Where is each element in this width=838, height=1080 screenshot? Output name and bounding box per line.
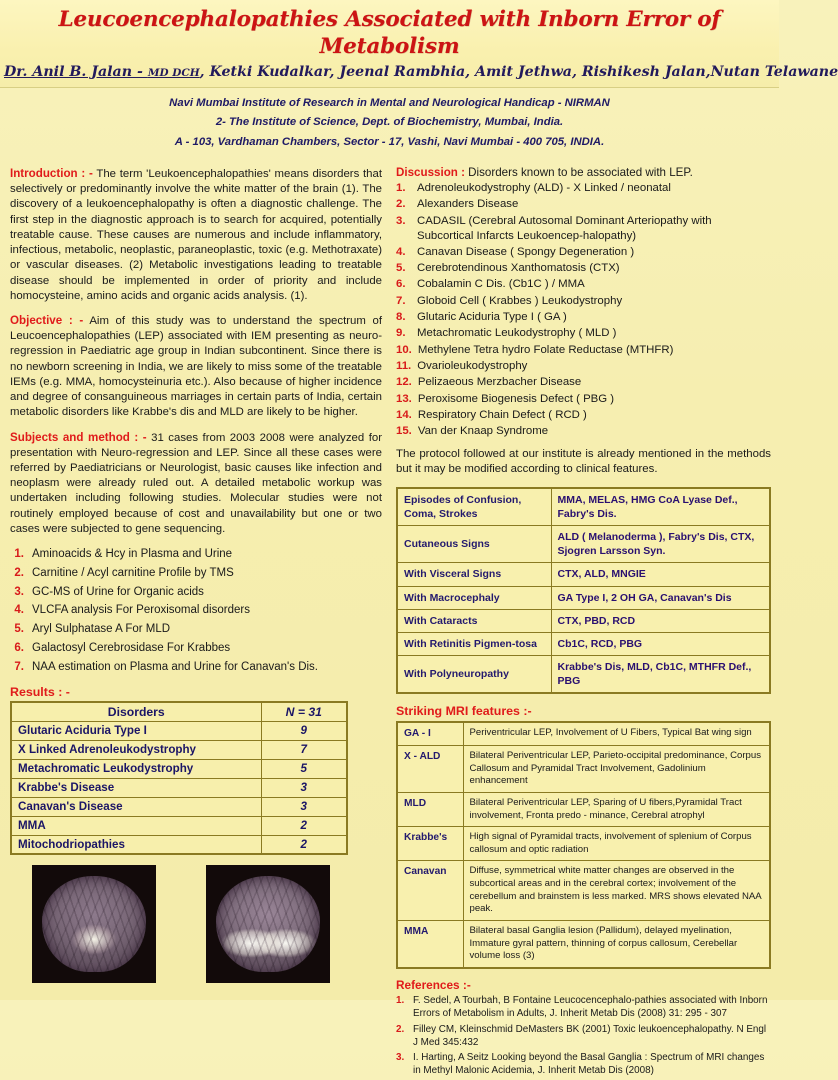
disorder-count-cell: 9	[261, 721, 347, 740]
clinical-disorders-cell: CTX, PBD, RCD	[551, 609, 770, 632]
list-item-label: Metachromatic Leukodystrophy ( MLD )	[417, 327, 617, 340]
disorder-count-cell: 2	[261, 835, 347, 854]
mri-findings-cell: Bilateral Periventricular LEP, Parieto-occipital predominance, Corpus Callosum and Pyramidal Tract Involvement, Gadolinium enhancement	[463, 745, 770, 792]
table-row	[397, 792, 770, 826]
disorder-name-cell: Mitochodriopathies	[11, 835, 261, 854]
affiliation-line-3: A - 103, Vardhaman Chambers, Sector - 17, Vashi, Navi Mumbai - 400 705, INDIA.	[174, 135, 605, 148]
mri-features-label: Striking MRI features :-	[396, 704, 532, 719]
subjects-method-label: Subjects and method : -	[10, 430, 147, 444]
list-item-number: 12.	[396, 376, 412, 389]
list-item	[396, 375, 771, 390]
disorder-count-cell: 2	[261, 816, 347, 835]
introduction-section	[10, 166, 382, 304]
right-column	[390, 166, 779, 1080]
clinical-sign-cell: With Visceral Signs	[397, 563, 551, 586]
list-item-number: 3.	[14, 585, 24, 598]
list-item-label: Canavan Disease ( Spongy Degeneration )	[417, 245, 635, 258]
list-item-number: 9.	[396, 327, 406, 340]
discussion-intro: Disorders known to be associated with LEP.	[468, 166, 693, 180]
objective-text: Aim of this study was to understand the spectrum of Leucoencephalopathies (LEP) associated with IEM presenting as neuro-regression in Paediatric age group in Indian subcontinent. Since there is no newborn screening in India, we are likely to miss some of the treatable IEMs (e.g. MMA, homocysteinuria etc.). Also because of higher incidence and degree of consanguineous marriages in certain parts of India, certain metabolic disorders like Krabbe's dis and MLD are likely to be higher.	[10, 314, 382, 419]
reference-text: F. Sedel, A Tourbah, B Fontaine Leucocencephalo-pathies associated with Inborn Errors of Metabolism in Adults, J. Inherit Metab Dis (2008) 31: 295 - 307	[413, 995, 768, 1020]
table-row	[397, 861, 770, 921]
list-item	[396, 214, 771, 244]
list-item	[10, 621, 382, 639]
list-item	[10, 565, 382, 583]
list-item	[396, 1023, 771, 1050]
mri-scan-image-1	[32, 865, 156, 983]
mri-findings-cell: Diffuse, symmetrical white matter changes are observed in the subcortical areas and in the cerebral cortex; involvement of the cerebellum and brainstem is less marked. MRS shows elevated NAA peak.	[463, 861, 770, 921]
table-row	[397, 526, 770, 563]
subjects-method-text: 31 cases from 2003 2008 were analyzed for presentation with Neuro-regression and LEP. Since all these cases were referred by Paediatricians or Neurologist, basic causes like infection and neoplasm were already ruled out. A detailed metabolic workup was undertaken including following studies. Molecular studies were not routinely employed because of cost and unavailability but one or two cases were subjected to gene sequencing.	[10, 431, 382, 535]
list-item-number: 4.	[14, 604, 24, 617]
list-item-label: CADASIL (Cerebral Autosomal Dominant Arteriopathy with Subcortical Infarcts Leukoencep-halopathy)	[417, 214, 712, 242]
clinical-disorders-cell: CTX, ALD, MNGIE	[551, 563, 770, 586]
list-item-label: Peroxisome Biogenesis Defect ( PBG )	[417, 392, 615, 405]
mri-disorder-cell: GA - I	[397, 722, 463, 745]
list-item-label: Van der Knaap Syndrome	[417, 425, 549, 438]
clinical-disorders-cell: GA Type I, 2 OH GA, Canavan's Dis	[551, 586, 770, 609]
table-row	[397, 586, 770, 609]
list-item	[396, 261, 771, 276]
list-item-number: 6.	[396, 278, 406, 291]
table-row	[11, 778, 347, 797]
page-title: Leucoencephalopathies Associated with Inborn Error of Metabolism	[58, 7, 721, 59]
mri-figure-2	[206, 865, 330, 987]
list-item	[396, 994, 771, 1021]
mri-findings-cell: Bilateral basal Ganglia lesion (Pallidum), delayed myelination, Immature gyral pattern, thinning of corpus callosum, Cerebellar volume loss (3)	[463, 921, 770, 968]
subjects-method-section	[10, 430, 382, 538]
mri-image-row	[10, 855, 382, 987]
list-item-label: Carnitine / Acyl carnitine Profile by TMS	[32, 566, 234, 579]
list-item-label: Cerebrotendinous Xanthomatosis (CTX)	[417, 262, 620, 275]
clinical-sign-cell: With Retinitis Pigmen-tosa	[397, 632, 551, 655]
introduction-label: Introduction : -	[10, 167, 93, 181]
table-row	[11, 816, 347, 835]
references-list	[396, 994, 771, 1078]
mri-features-table-body	[397, 722, 770, 968]
table-row	[11, 721, 347, 740]
mri-disorder-cell: MLD	[397, 792, 463, 826]
mri-disorder-cell: X - ALD	[397, 745, 463, 792]
list-item	[396, 392, 771, 407]
disorder-name-cell: Glutaric Aciduria Type I	[11, 721, 261, 740]
table-row	[397, 921, 770, 968]
mri-scan-image-2	[206, 865, 330, 983]
clinical-sign-cell: With Macrocephaly	[397, 586, 551, 609]
discussion-heading	[396, 166, 771, 179]
reference-text: I. Harting, A Seitz Looking beyond the Basal Ganglia : Spectrum of MRI changes in Methyl Malonic Acidemia, J. Inherit Metab Dis (2008)	[413, 1052, 765, 1077]
brain-scan-icon	[42, 876, 146, 972]
list-item-number: 6.	[14, 642, 24, 655]
list-item-number: 2.	[396, 1023, 405, 1035]
mri-disorder-cell: Krabbe's	[397, 827, 463, 861]
list-item-number: 13.	[396, 392, 412, 405]
table-row	[397, 745, 770, 792]
protocol-note: The protocol followed at our institute is already mentioned in the methods but it may be modified according to clinical features.	[396, 448, 771, 476]
clinical-sign-cell: Episodes of Confusion, Coma, Strokes	[397, 488, 551, 526]
list-item-label: Aminoacids & Hcy in Plasma and Urine	[32, 548, 233, 561]
disorder-name-cell: X Linked Adrenoleukodystrophy	[11, 740, 261, 759]
list-item-label: Alexanders Disease	[417, 198, 519, 211]
list-item	[396, 359, 771, 374]
left-column	[0, 166, 390, 1080]
clinical-disorders-cell: Krabbe's Dis, MLD, Cb1C, MTHFR Def., PBG	[551, 656, 770, 694]
list-item-label: Galactosyl Cerebrosidase For Krabbes	[32, 642, 231, 655]
disorder-count-cell: 3	[261, 778, 347, 797]
table-row	[11, 835, 347, 854]
list-item-label: NAA estimation on Plasma and Urine for Canavan's Dis.	[32, 660, 318, 673]
list-item-number: 5.	[14, 623, 24, 636]
poster-columns	[0, 160, 779, 1080]
list-item	[396, 408, 771, 423]
coauthors: , Ketki Kudalkar, Jeenal Rambhia, Amit Jethwa, Rishikesh Jalan,Nutan Telawane	[199, 63, 838, 80]
list-item	[396, 326, 771, 341]
list-item-label: Adrenoleukodystrophy (ALD) - X Linked / neonatal	[417, 182, 671, 195]
table-row	[397, 632, 770, 655]
list-item-label: GC-MS of Urine for Organic acids	[32, 585, 204, 598]
clinical-features-table	[396, 487, 771, 695]
mri-findings-cell: High signal of Pyramidal tracts, involvement of splenium of Corpus callosum and optic radiation	[463, 827, 770, 861]
references-section	[396, 969, 771, 1078]
results-table	[10, 701, 348, 856]
list-item-label: Globoid Cell ( Krabbes ) Leukodystrophy	[417, 294, 623, 307]
mri-findings-cell: Periventricular LEP, Involvement of U Fibers, Typical Bat wing sign	[463, 722, 770, 745]
results-col-count: N = 31	[261, 702, 347, 722]
mri-features-table	[396, 721, 771, 969]
objective-label: Objective : -	[10, 313, 84, 327]
list-item-number: 1.	[396, 182, 406, 195]
clinical-disorders-cell: Cb1C, RCD, PBG	[551, 632, 770, 655]
clinical-sign-cell: With Cataracts	[397, 609, 551, 632]
list-item-label: Pelizaeous Merzbacher Disease	[417, 376, 582, 389]
list-item	[10, 602, 382, 620]
list-item-number: 7.	[14, 660, 24, 673]
references-label: References :-	[396, 978, 471, 993]
results-col-disorders: Disorders	[11, 702, 261, 722]
list-item	[396, 181, 771, 196]
affiliation-block	[0, 88, 779, 160]
mri-disorder-cell: MMA	[397, 921, 463, 968]
list-item-label: VLCFA analysis For Peroxisomal disorders	[32, 604, 250, 617]
disorder-name-cell: MMA	[11, 816, 261, 835]
mri-caption-2	[206, 983, 330, 987]
affiliation-line-1: Navi Mumbai Institute of Research in Mental and Neurological Handicap - NIRMAN	[169, 96, 610, 109]
list-item	[396, 277, 771, 292]
author-line	[0, 63, 838, 83]
list-item-number: 14.	[396, 409, 412, 422]
list-item-number: 3.	[396, 214, 406, 227]
methods-list	[10, 546, 382, 677]
list-item	[10, 546, 382, 564]
poster-header	[0, 0, 838, 87]
list-item-label: Aryl Sulphatase A For MLD	[32, 623, 171, 636]
reference-text: Filley CM, Kleinschmid DeMasters BK (2001) Toxic leukoencephalopathy. N Engl J Med 345:432	[413, 1023, 767, 1048]
clinical-features-table-body	[397, 488, 770, 694]
introduction-text: The term 'Leukoencephalopathies' means disorders that selectively or predominantly involve the white matter of the brain (1). The discovery of a leukoencephalopathy is often a diagnostic challenge. The first step in the diagnostic approach is to search for acquired, potentially treatable cause. These causes are numerous and include inflammatory, infectious, metabolic, neoplastic, paraneoplastic, toxic (e.g. Methotraxate) or vascular diseases. (2) Metabolic investigations leading to treatable disease should be implemented in order of priority and include homocysteine, amino acids and organic acids analysis. (1).	[10, 168, 382, 302]
clinical-disorders-cell: ALD ( Melanoderma ), Fabry's Dis, CTX, Sjogren Larsson Syn.	[551, 526, 770, 563]
list-item-number: 3.	[396, 1052, 405, 1064]
mri-disorder-cell: Canavan	[397, 861, 463, 921]
table-row	[11, 759, 347, 778]
list-item	[396, 1051, 771, 1078]
list-item-label: Glutaric Aciduria Type I ( GA )	[417, 311, 567, 324]
disorder-count-cell: 3	[261, 797, 347, 816]
list-item-label: Cobalamin C Dis. (Cb1C ) / MMA	[417, 278, 585, 291]
discussion-label: Discussion :	[396, 166, 465, 180]
disorder-name-cell: Canavan's Disease	[11, 797, 261, 816]
clinical-sign-cell: Cutaneous Signs	[397, 526, 551, 563]
results-label: Results : -	[10, 684, 70, 699]
disorder-count-cell: 5	[261, 759, 347, 778]
affiliation-line-2: 2- The Institute of Science, Dept. of Biochemistry, Mumbai, India.	[215, 116, 564, 129]
list-item	[10, 640, 382, 658]
list-item-label: Respiratory Chain Defect ( RCD )	[417, 409, 587, 422]
disorder-name-cell: Metachromatic Leukodystrophy	[11, 759, 261, 778]
table-row	[11, 740, 347, 759]
list-item-label: Ovarioleukodystrophy	[417, 360, 528, 373]
mri-caption-1	[32, 983, 156, 987]
lead-author-degree: MD DCH	[147, 66, 200, 79]
table-row	[397, 827, 770, 861]
table-row	[397, 656, 770, 694]
clinical-sign-cell: With Polyneuropathy	[397, 656, 551, 694]
list-item	[396, 294, 771, 309]
list-item	[396, 197, 771, 212]
brain-scan-icon	[216, 876, 320, 972]
list-item-number: 8.	[396, 311, 406, 324]
list-item-number: 2.	[14, 566, 24, 579]
lead-author: Dr. Anil B. Jalan -	[4, 63, 148, 80]
list-item	[10, 659, 382, 677]
results-table-body	[11, 721, 347, 854]
list-item-number: 11.	[396, 360, 412, 373]
table-row	[397, 609, 770, 632]
list-item-label: Methylene Tetra hydro Folate Reductase (MTHFR)	[417, 343, 674, 356]
list-item-number: 10.	[396, 343, 412, 356]
table-row	[11, 797, 347, 816]
objective-section	[10, 313, 382, 421]
list-item-number: 1.	[14, 548, 24, 561]
table-row	[397, 563, 770, 586]
list-item-number: 4.	[396, 245, 406, 258]
list-item	[10, 584, 382, 602]
sulci-texture	[42, 876, 146, 972]
list-item	[396, 310, 771, 325]
results-section	[10, 685, 382, 856]
sulci-texture	[216, 876, 320, 972]
list-item-number: 15.	[396, 425, 412, 438]
clinical-disorders-cell: MMA, MELAS, HMG CoA Lyase Def., Fabry's Dis.	[551, 488, 770, 526]
list-item-number: 5.	[396, 262, 406, 275]
list-item	[396, 424, 771, 439]
list-item-number: 7.	[396, 294, 406, 307]
table-row	[397, 722, 770, 745]
results-table-header-row	[11, 702, 347, 722]
mri-figure-1	[32, 865, 156, 987]
list-item-number: 1.	[396, 995, 405, 1007]
disorder-count-cell: 7	[261, 740, 347, 759]
list-item	[396, 343, 771, 358]
discussion-list	[396, 181, 771, 439]
mri-findings-cell: Bilateral Periventricular LEP, Sparing of U fibers,Pyramidal Tract involvement, Fronta predo - minance, Cerebral atrophyl	[463, 792, 770, 826]
table-row	[397, 488, 770, 526]
list-item-number: 2.	[396, 198, 406, 211]
list-item	[396, 245, 771, 260]
disorder-name-cell: Krabbe's Disease	[11, 778, 261, 797]
